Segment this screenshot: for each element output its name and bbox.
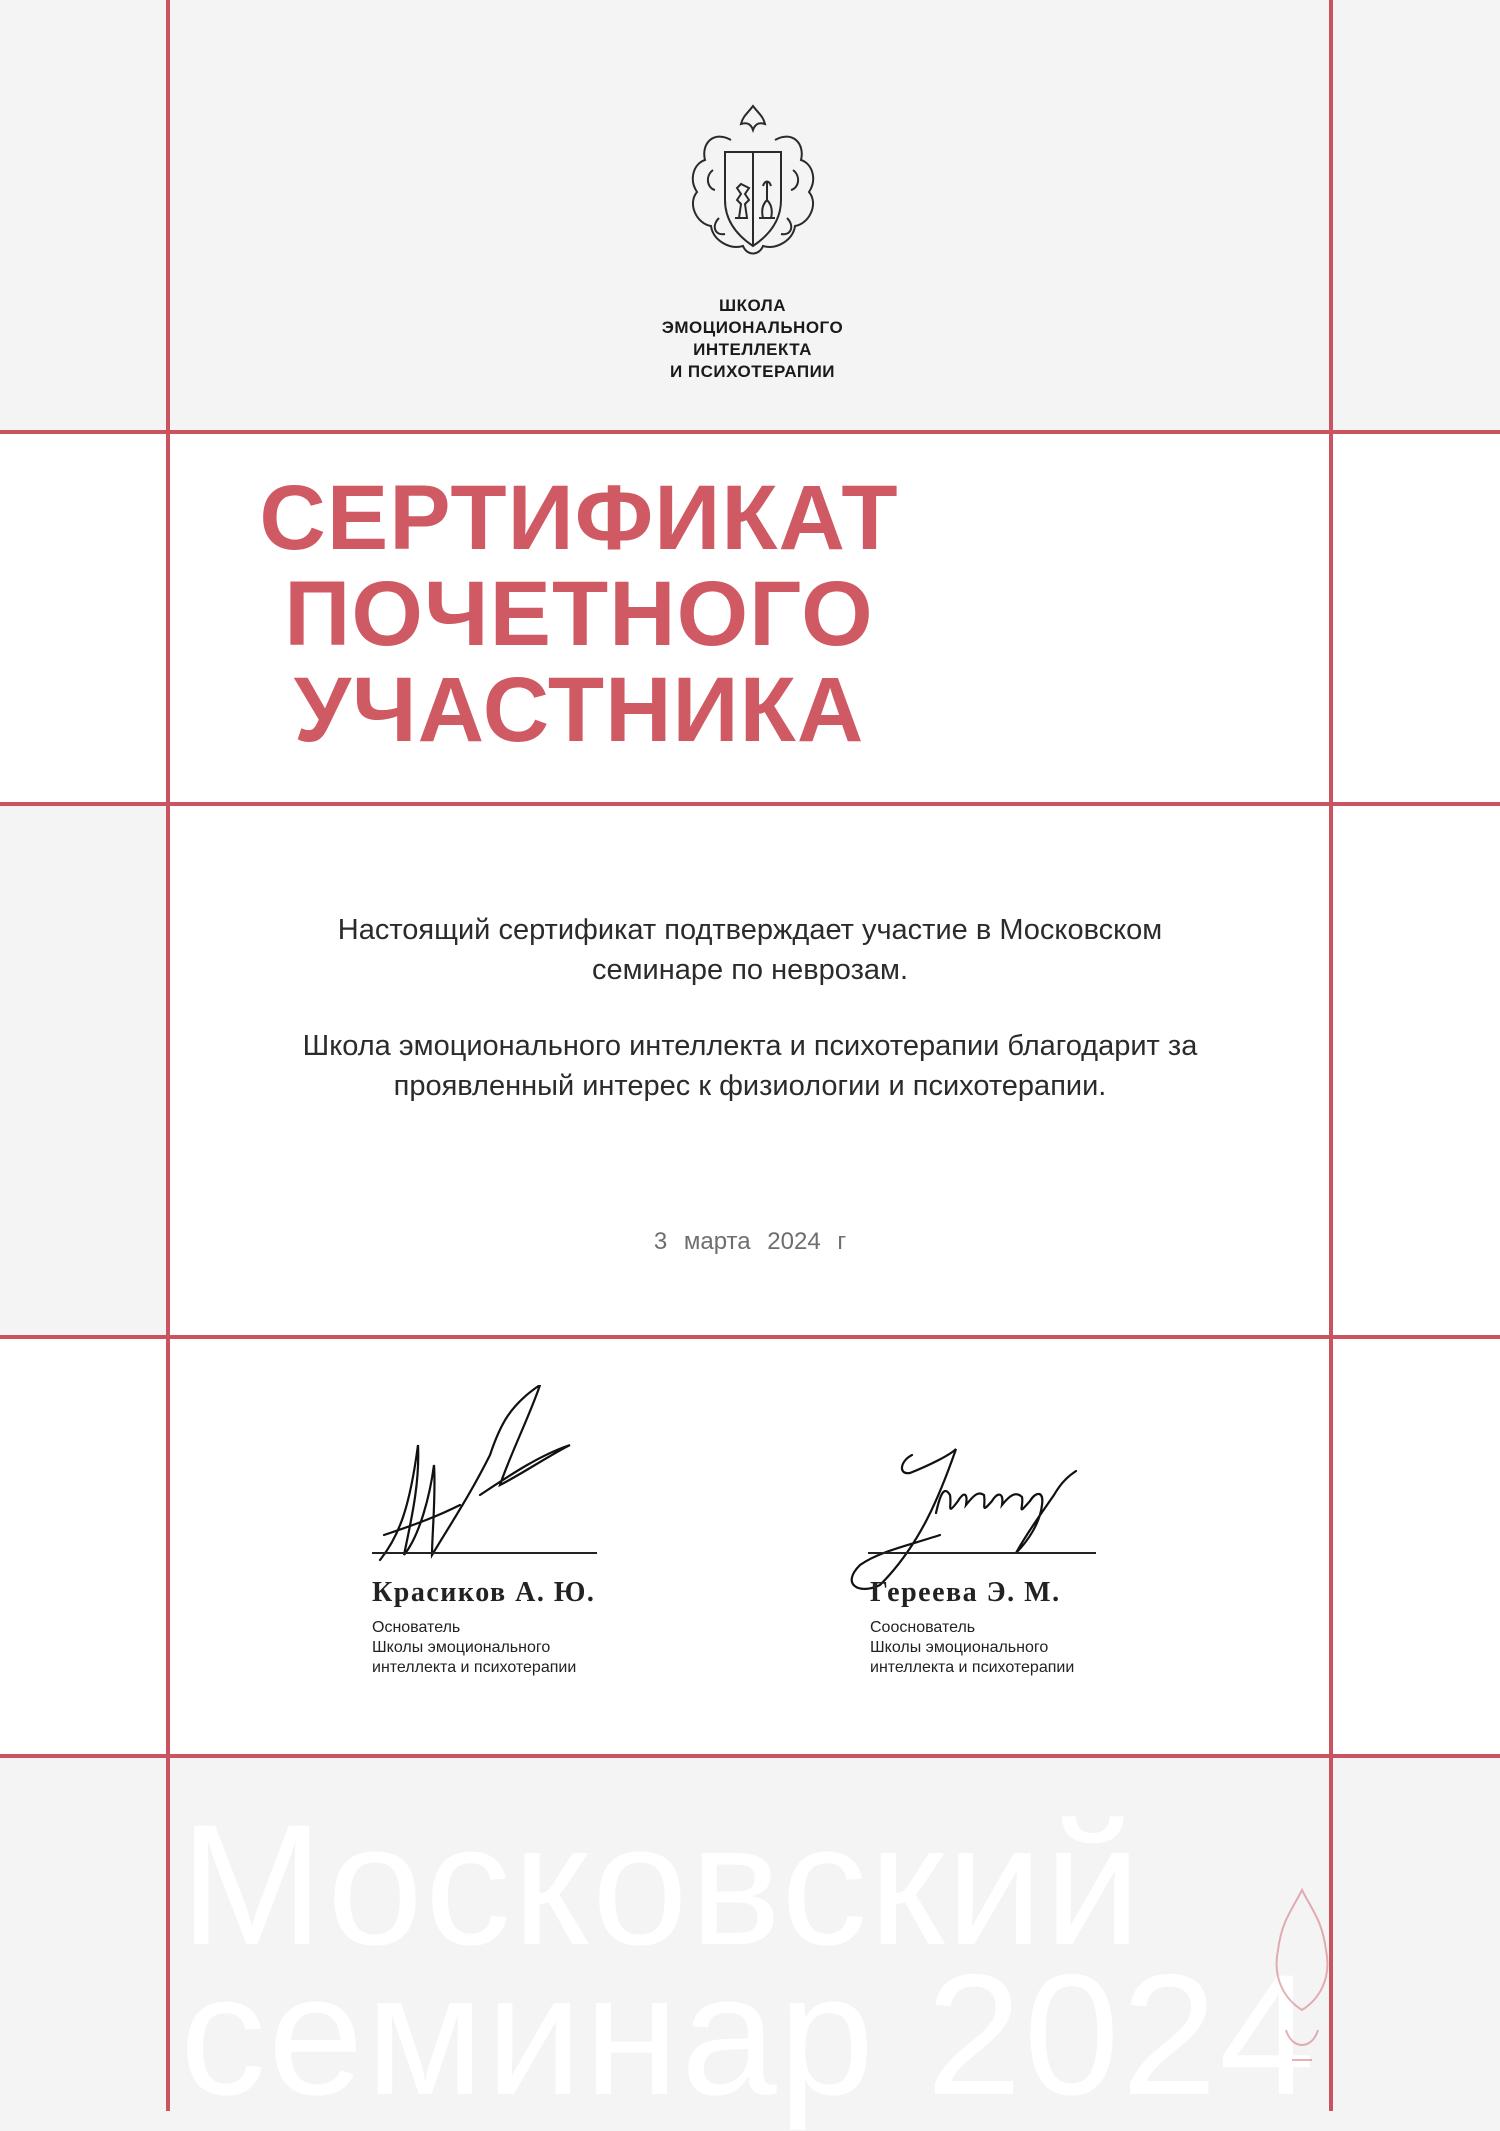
- divider-line-4: [0, 1754, 1500, 1758]
- divider-line-1: [0, 430, 1500, 434]
- title-line: СЕРТИФИКАТ: [259, 467, 899, 569]
- signer-2-role-line: интеллекта и психотерапии: [870, 1659, 1075, 1676]
- signature-1-image: [360, 1385, 620, 1565]
- signer-2-role-line: Школы эмоционального: [870, 1639, 1049, 1656]
- signer-2-name: Гереева Э. М.: [870, 1577, 1061, 1608]
- watermark-line: Московский: [180, 1789, 1143, 1981]
- divider-line-3: [0, 1335, 1500, 1339]
- title-line: ПОЧЕТНОГО: [284, 563, 874, 665]
- signer-1-name: Красиков А. Ю.: [372, 1577, 596, 1608]
- certificate-date: 3 марта 2024 г: [653, 1228, 847, 1255]
- signer-1-role-line: Основатель: [372, 1619, 461, 1636]
- signer-1-role: [372, 1618, 576, 1678]
- crest-logo-icon: [683, 100, 823, 270]
- certificate-statement: Настоящий сертификат подтверждает участие в Московском семинаре по неврозам.: [337, 914, 1163, 986]
- school-name-line: ЭМОЦИОНАЛЬНОГО: [661, 318, 844, 337]
- school-name-line: ШКОЛА: [719, 296, 786, 315]
- signature-2-image: [840, 1435, 1100, 1595]
- signer-1-role-line: Школы эмоционального: [372, 1639, 551, 1656]
- right-border-line: [1329, 0, 1333, 2111]
- certificate-title: [170, 467, 988, 761]
- left-border-line: [166, 0, 170, 2111]
- signature-2-line: [868, 1552, 1096, 1554]
- signature-1-line: [372, 1552, 597, 1554]
- watermark-crest-icon: [1262, 1880, 1342, 2080]
- school-name-line: ИНТЕЛЛЕКТА: [693, 340, 812, 359]
- event-watermark: [180, 1789, 1380, 2131]
- signer-2-role-line: Сооснователь: [870, 1619, 976, 1636]
- divider-line-2: [0, 802, 1500, 806]
- watermark-line: семинар 2024: [180, 1939, 1317, 2131]
- signer-1-role-line: интеллекта и психотерапии: [372, 1659, 577, 1676]
- signature-panel: [0, 1338, 1500, 1758]
- title-line: УЧАСТНИКА: [293, 659, 865, 761]
- school-name: [600, 295, 905, 383]
- school-name-line: И ПСИХОТЕРАПИИ: [669, 362, 836, 381]
- certificate-gratitude: Школа эмоционального интеллекта и психотерапии благодарит за проявленный интерес к физиологии и психотерапии.: [302, 1030, 1198, 1102]
- signer-2-role: [870, 1618, 1074, 1678]
